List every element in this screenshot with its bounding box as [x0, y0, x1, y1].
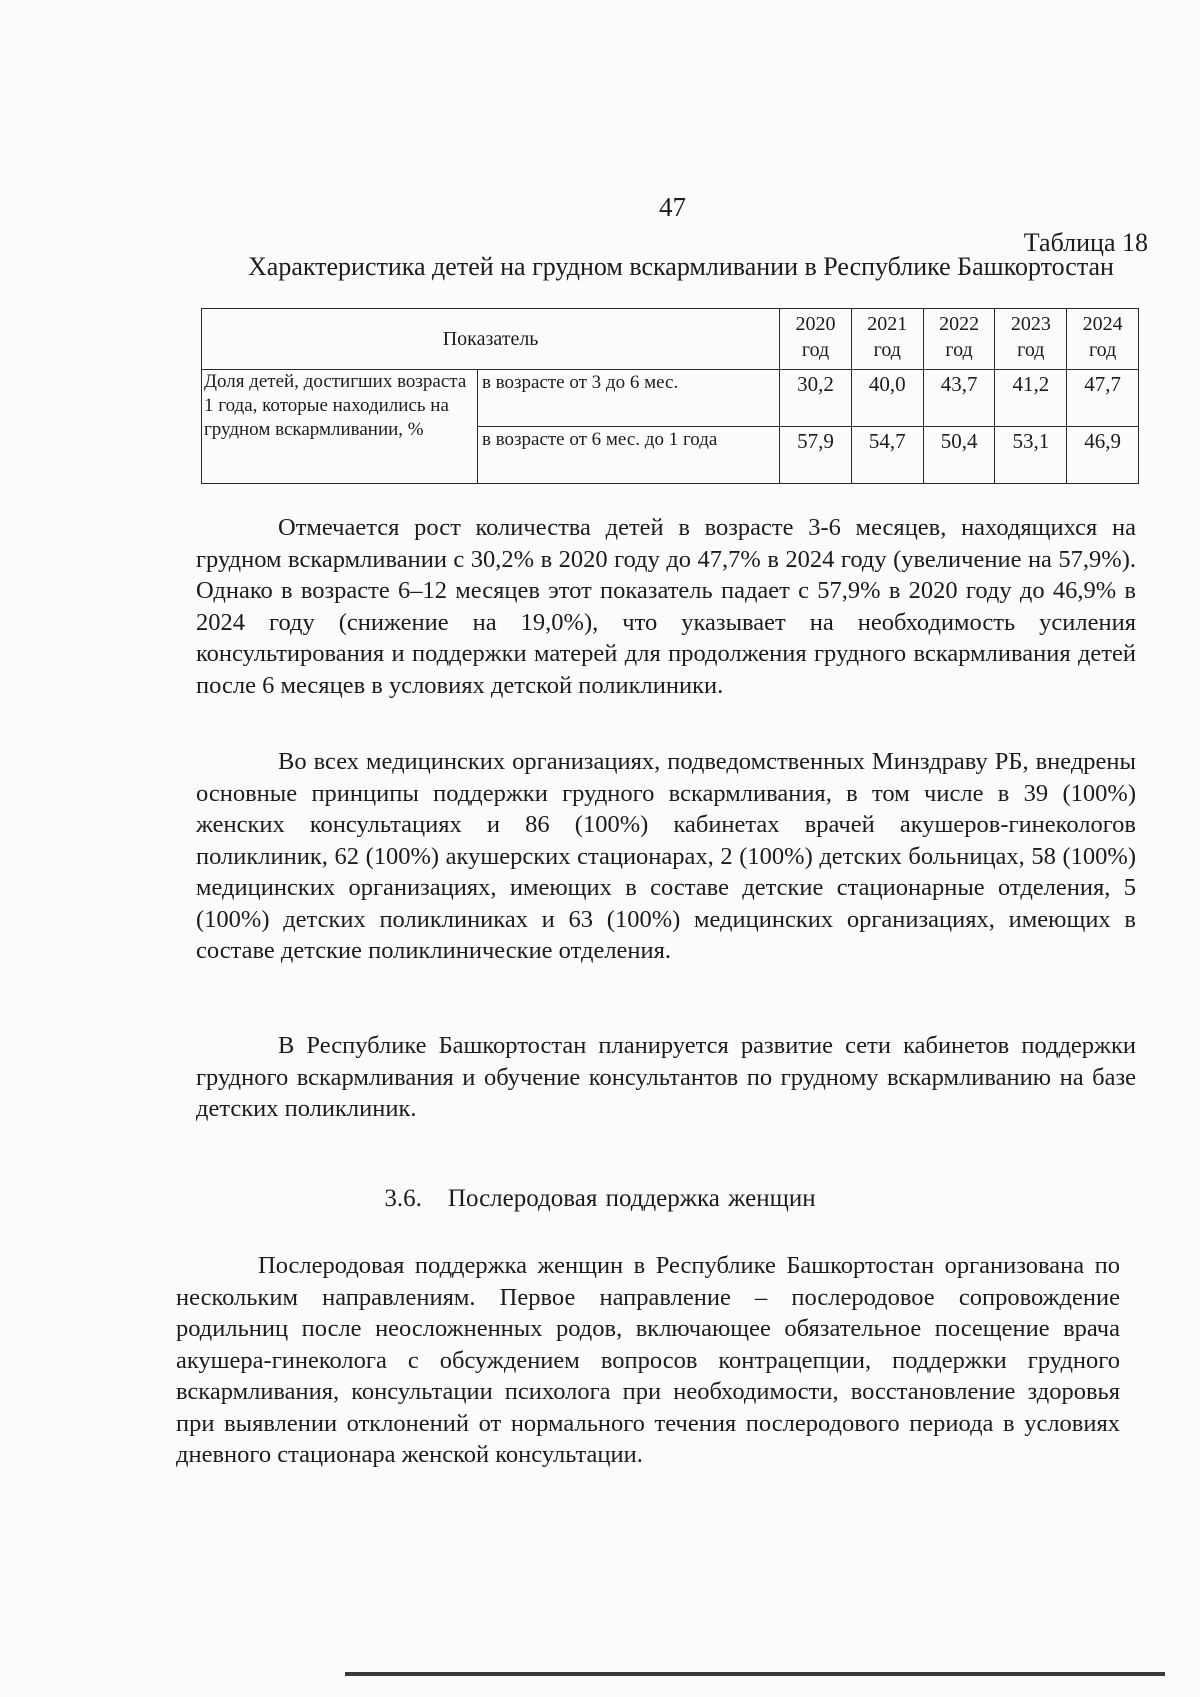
paragraph-text: Во всех медицинских организациях, подведомственных Минздраву РБ, внедрены основные принципы поддержки грудного вскармливания, в том числе в 39 (100%) женских консультациях и 86 (100%) кабинетах врачей акушеров-гинекологов поликлиник, 62 (100%) акушерских стационарах, 2 (100%) детских больницах, 58 (100%) медицинских организациях, имеющих в составе детские стационарные отделения, 5 (100%) детских поликлиниках и 63 (100%) медицинских организациях, имеющих в составе детские поликлинические отделения. — [196, 748, 1136, 964]
table-cell: 57,9 — [780, 427, 852, 484]
paragraph-text: Отмечается рост количества детей в возрасте 3-6 месяцев, находящихся на грудном вскармливании с 30,2% в 2020 году до 47,7% в 2024 году (увеличение на 57,9%). Однако в возрасте 6–12 месяцев этот показатель падает с 57,9% в 2020 году до 46,9% в 2024 году (снижение на 19,0%), что указывает на необходимость усиления консультирования и поддержки матерей для продолжения грудного вскармливания детей после 6 месяцев в условиях детской поликлиники. — [196, 514, 1136, 699]
table-cell: 46,9 — [1067, 427, 1139, 484]
indicator-header: Показатель — [202, 309, 780, 370]
group-label: Доля детей, достигших возраста 1 года, которые находились на грудном вскармливании, % — [202, 370, 478, 484]
table-cell: 50,4 — [923, 427, 995, 484]
paragraph-text: Послеродовая поддержка женщин в Республике Башкортостан организована по нескольким направлениям. Первое направление – послеродовое сопровождение родильниц после неосложненных родов, включающее обязательное посещение врача акушера-гинеколога с обсуждением вопросов контрацепции, поддержки грудного вскармливания, консультации психолога при необходимости, восстановление здоровья при выявлении отклонений от нормального течения послеродового периода в условиях дневного стационара женской консультации. — [176, 1252, 1120, 1468]
table-cell: 40,0 — [851, 370, 923, 427]
section-heading — [0, 1185, 1200, 1213]
row-label: в возрасте от 3 до 6 мес. — [477, 370, 779, 427]
paragraph — [196, 512, 1136, 701]
table-cell: 41,2 — [995, 370, 1067, 427]
paragraph — [196, 1030, 1136, 1125]
table-header-row — [202, 309, 1139, 370]
table-label: Таблица 18 — [1023, 228, 1148, 257]
year-header: 2022 год — [923, 309, 995, 370]
table-cell: 30,2 — [780, 370, 852, 427]
year-header: 2021 год — [851, 309, 923, 370]
page-number: 47 — [659, 192, 686, 222]
section-number: 3.6. — [384, 1185, 422, 1212]
section-title: Послеродовая поддержка женщин — [447, 1185, 816, 1212]
table-cell: 53,1 — [995, 427, 1067, 484]
table-cell: 54,7 — [851, 427, 923, 484]
row-label: в возрасте от 6 мес. до 1 года — [477, 427, 779, 484]
bottom-scan-rule — [345, 1672, 1165, 1676]
year-header: 2020 год — [780, 309, 852, 370]
paragraph-text: В Республике Башкортостан планируется развитие сети кабинетов поддержки грудного вскармливания и обучение консультантов по грудному вскармливанию на базе детских поликлиник. — [196, 1032, 1136, 1122]
table-cell: 43,7 — [923, 370, 995, 427]
breastfeeding-table — [201, 308, 1139, 484]
table-row — [202, 370, 1139, 427]
paragraph — [196, 746, 1136, 967]
year-header: 2023 год — [995, 309, 1067, 370]
paragraph — [176, 1250, 1120, 1471]
year-header: 2024 год — [1067, 309, 1139, 370]
table-cell: 47,7 — [1067, 370, 1139, 427]
table-title: Характеристика детей на грудном вскармливании в Республике Башкортостан — [248, 252, 1114, 281]
